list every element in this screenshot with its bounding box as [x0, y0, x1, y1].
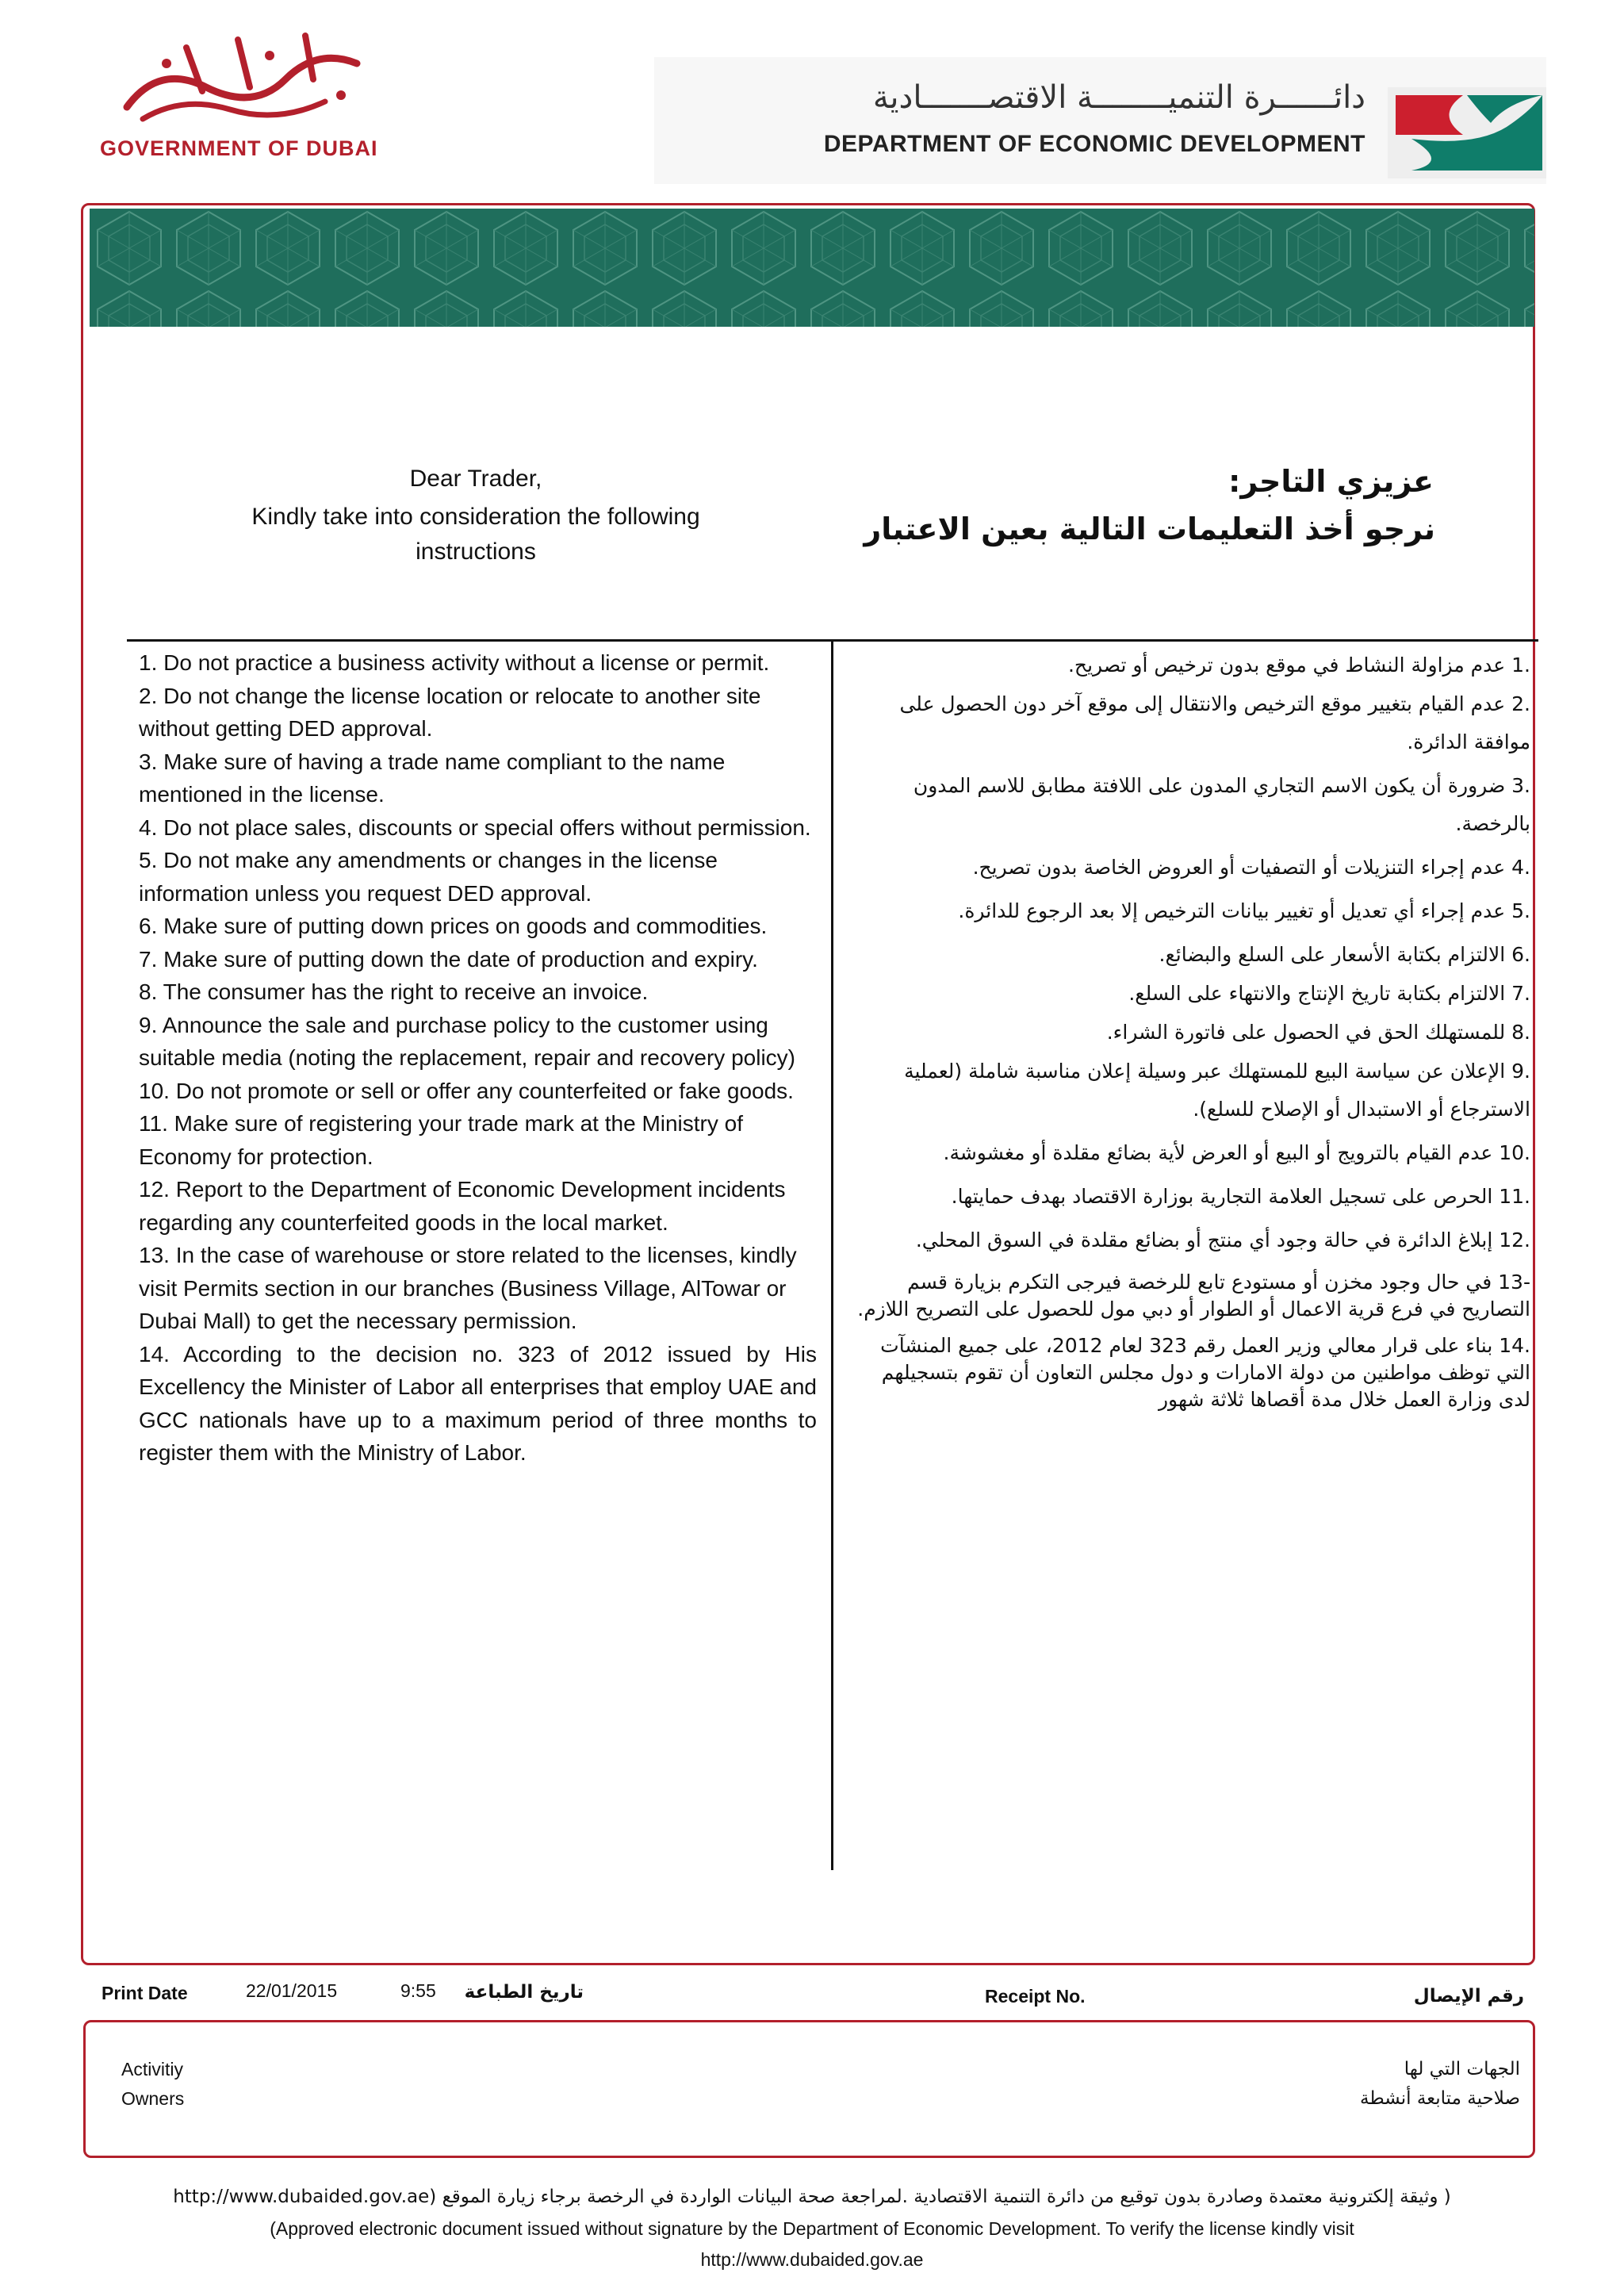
instruction-en-5: 5. Do not make any amendments or changes in the license information unless you request DED approval. [139, 848, 718, 906]
instruction-en-4: 4. Do not place sales, discounts or special offers without permission. [139, 815, 811, 840]
instruction-en-12: 12. Report to the Department of Economic Development incidents regarding any counterfeited goods in the local market. [139, 1177, 786, 1235]
instruction-en-8: 8. The consumer has the right to receive an invoice. [139, 979, 649, 1004]
activity-label: Activitiy [121, 2059, 183, 2079]
instruction-en-3: 3. Make sure of having a trade name compliant to the name mentioned in the license. [139, 749, 726, 807]
instruction-ar-3: .3 ضرورة أن يكون الاسم التجاري المدون على اللافتة مطابق للاسم المدون بالرخصة. [913, 774, 1530, 835]
instruction-ar-5: .5 عدم إجراء أي تعديل أو تغيير بيانات الترخيص إلا بعد الرجوع للدائرة. [958, 899, 1530, 922]
footer-ar-note: ( وثيقة إلكترونية معتمدة وصادرة بدون توقيع من دائرة التنمية الاقتصادية .لمراجعة صحة البيانات الواردة في الرخصة برجاء زيارة الموقع (http://www.dubaided.gov.ae [173, 2187, 1451, 2207]
activity-label-ar: الجهات التي لها [1404, 2059, 1520, 2079]
instructions-list-ar [852, 646, 1530, 1413]
ded-name-en: DEPARTMENT OF ECONOMIC DEVELOPMENT [823, 131, 1365, 157]
instructions-column-divider [831, 639, 833, 1870]
instruction-ar-4: .4 عدم إجراء التنزيلات أو التصفيات أو العروض الخاصة بدون تصريح. [972, 856, 1530, 879]
gov-logo-en-text: GOVERNMENT OF DUBAI [100, 136, 378, 160]
instruction-en-1: 1. Do not practice a business activity without a license or permit. [139, 650, 770, 675]
ded-name-ar: دائــــــرة التنميــــــــة الاقتصـــــــادية [872, 79, 1365, 116]
receipt-label-ar: رقم الإيصال [1413, 1986, 1524, 2007]
print-time-value: 9:55 [400, 1980, 436, 2001]
instruction-en-7: 7. Make sure of putting down the date of production and expiry. [139, 946, 758, 972]
activity-owners-box [83, 2020, 1535, 2158]
instruction-ar-9: .9 الإعلان عن سياسة البيع للمستهلك عبر وسيلة إعلان مناسبة شاملة (لعملية الاسترجاع أو الاستبدال أو الإصلاح للسلع). [904, 1060, 1530, 1121]
instruction-en-13: 13. In the case of warehouse or store related to the licenses, kindly visit Permits section in our branches (Business Village, AlTowar or Dubai Mall) to get the necessary permission. [139, 1243, 797, 1333]
footer-en-note: (Approved electronic document issued without signature by the Department of Economic Development. To verify the license kindly visit [270, 2218, 1354, 2239]
decorative-pattern-band [90, 209, 1534, 327]
instruction-en-11: 11. Make sure of registering your trade mark at the Ministry of Economy for protection. [139, 1111, 744, 1169]
salutation-en-line3: instructions [416, 539, 536, 565]
instruction-ar-6: .6 الالتزام بكتابة الأسعار على السلع والبضائع. [1159, 943, 1530, 966]
instruction-en-14: 14. According to the decision no. 323 of 2012 issued by His Excellency the Minister of Labor all enterprises that employ UAE and GCC nationals have up to a maximum period of three months to register them with the Ministry of Labor. [139, 1341, 817, 1465]
instruction-ar-1: .1 عدم مزاولة النشاط في موقع بدون ترخيص أو تصريح. [1067, 654, 1530, 677]
instruction-ar-10: .10 عدم القيام بالترويج أو البيع أو العرض لأية بضائع مقلدة أو مغشوشة. [943, 1141, 1530, 1164]
government-of-dubai-logo [95, 32, 404, 174]
instruction-en-6: 6. Make sure of putting down prices on goods and commodities. [139, 914, 768, 938]
ded-logo-icon [1388, 79, 1546, 182]
instruction-ar-14: .14 بناء على قرار معالي وزير العمل رقم 323 لعام 2012، على جميع المنشآت التي توظف مواطنين من دولة الامارات و دول مجلس التعاون أن تقوم بتسجيلهم لدى وزارة العمل خلال مدة أقصاها ثلاثة شهور [880, 1334, 1530, 1411]
dubai-calligraphy-logo-icon [111, 32, 381, 131]
ded-header [654, 57, 1546, 184]
salutation-en-line2: Kindly take into consideration the following [251, 504, 700, 530]
instruction-ar-2: .2 عدم القيام بتغيير موقع الترخيص والانتقال إلى موقع آخر دون الحصول على موافقة الدائرة. [899, 692, 1530, 753]
instruction-ar-7: .7 الالتزام بكتابة تاريخ الإنتاج والانتهاء على السلع. [1128, 982, 1530, 1005]
salutation-en-line1: Dear Trader, [409, 466, 542, 492]
salutation-ar-line2: نرجو أخذ التعليمات التالية بعين الاعتبار [864, 512, 1435, 546]
instruction-ar-8: .8 للمستهلك الحق في الحصول على فاتورة الشراء. [1106, 1021, 1530, 1044]
salutation-ar-line1: عزيزي التاجر: [1228, 464, 1434, 499]
footer-url-link[interactable]: http://www.dubaided.gov.ae [700, 2249, 924, 2270]
instruction-en-9: 9. Announce the sale and purchase policy to the customer using suitable media (noting the replacement, repair and recovery policy) [139, 1012, 795, 1070]
instruction-ar-13: -13 في حال وجود مخزن أو مستودع تابع للرخصة فيرجى التكرم بزيارة قسم التصاريح في فرع قرية الاعمال أو الطوار أو دبي مول للحصول على التصريح اللازم. [857, 1271, 1530, 1320]
instructions-list-en [139, 646, 817, 1470]
print-date-label-ar: تاريخ الطباعة [464, 1982, 584, 2003]
instruction-ar-12: .12 إبلاغ الدائرة في حالة وجود أي منتج أو بضائع مقلدة في السوق المحلي. [915, 1228, 1530, 1251]
instruction-en-2: 2. Do not change the license location or relocate to another site without getting DED approval. [139, 683, 761, 741]
receipt-label: Receipt No. [985, 1986, 1086, 2007]
owners-label-ar: صلاحية متابعة أنشطة [1360, 2088, 1520, 2109]
instruction-en-10: 10. Do not promote or sell or offer any counterfeited or fake goods. [139, 1078, 794, 1103]
print-date-label: Print Date [102, 1983, 188, 2003]
print-date-value: 22/01/2015 [246, 1980, 338, 2001]
instruction-ar-11: .11 الحرص على تسجيل العلامة التجارية بوزارة الاقتصاد بهدف حمايتها. [951, 1185, 1530, 1208]
owners-label: Owners [121, 2088, 185, 2109]
